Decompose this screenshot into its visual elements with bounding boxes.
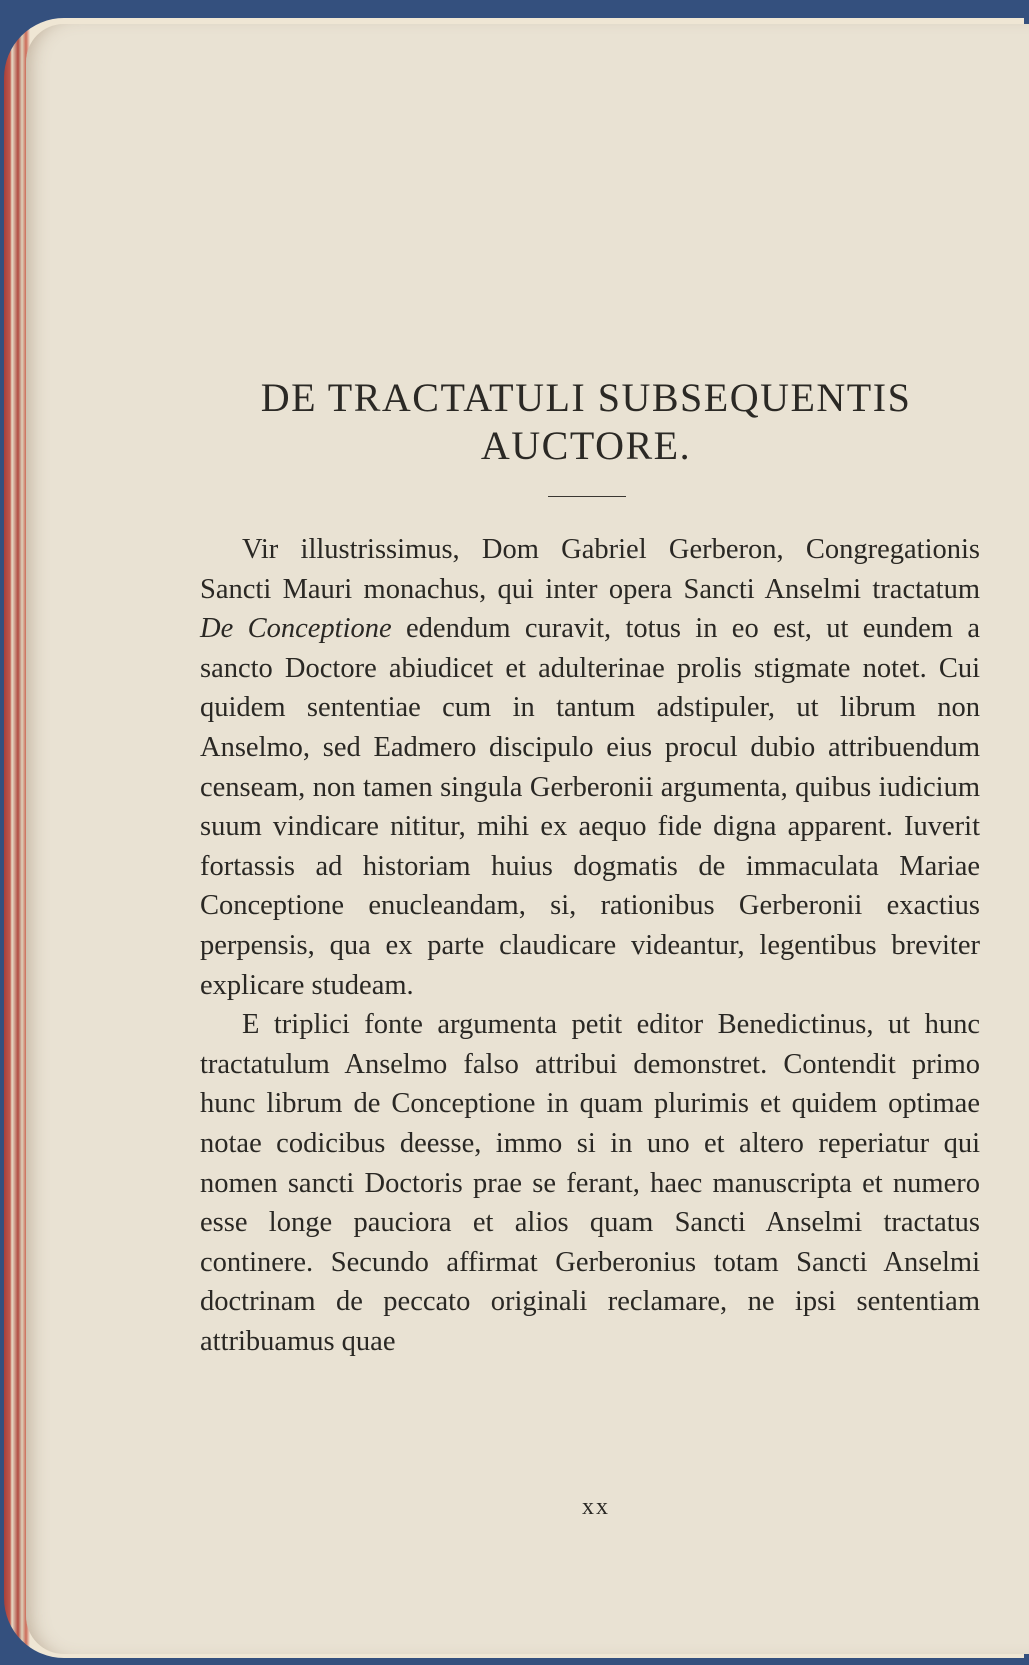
book-page: [26, 24, 1029, 1654]
page-number: xx: [582, 1494, 610, 1520]
paragraph-1-text-a: Vir illustrissimus, Dom Gabriel Gerberon, Congregationis Sancti Mauri monachus, qui inter opera Sancti Anselmi tractatum: [200, 534, 980, 605]
paragraph-2: E triplici fonte argumenta petit editor Benedictinus, ut hunc tractatulum Anselmo falso attribui demonstret. Contendit primo hunc librum de Conceptione in quam plurimis et quidem optimae notae codicibus deesse, immo si in uno et altero reperiatur qui nomen sancti Doctoris prae se ferant, haec manuscripta et numero esse longe pauciora et alios quam Sancti Anselmi tractatus continere. Secundo affirmat Gerberonius totam Sancti Anselmi doctrinam de peccato originali reclamare, ne ipsi sententiam attribuamus quae: [200, 1009, 980, 1357]
chapter-title: [176, 374, 996, 470]
paragraph-1: [200, 530, 980, 1005]
book-title-italic: De Conceptione: [200, 613, 392, 645]
title-divider: [548, 496, 626, 497]
paragraph-1-text-b: edendum curavit, totus in eo est, ut eundem a sancto Doctore abiudicet et adulterinae prolis stigmate notet. Cui quidem sententiae cum in tantum adstipuler, ut librum non Anselmo, sed Eadmero discipulo eius procul dubio attribuendum censeam, non tamen singula Gerberonii argumenta, quibus iudicium suum vindicare nititur, mihi ex aequo fide digna apparent. Iuverit fortassis ad historiam huius dogmatis de immaculata Mariae Conceptione enucleandam, si, rationibus Gerberonii exactius perpensis, qua ex parte claudicare videantur, legentibus breviter explicare studeam.: [200, 613, 980, 1001]
chapter-title-line-1: DE TRACTATULI SUBSEQUENTIS: [260, 375, 912, 420]
chapter-title-line-2: AUCTORE.: [480, 423, 692, 468]
body-text: [200, 530, 980, 1361]
